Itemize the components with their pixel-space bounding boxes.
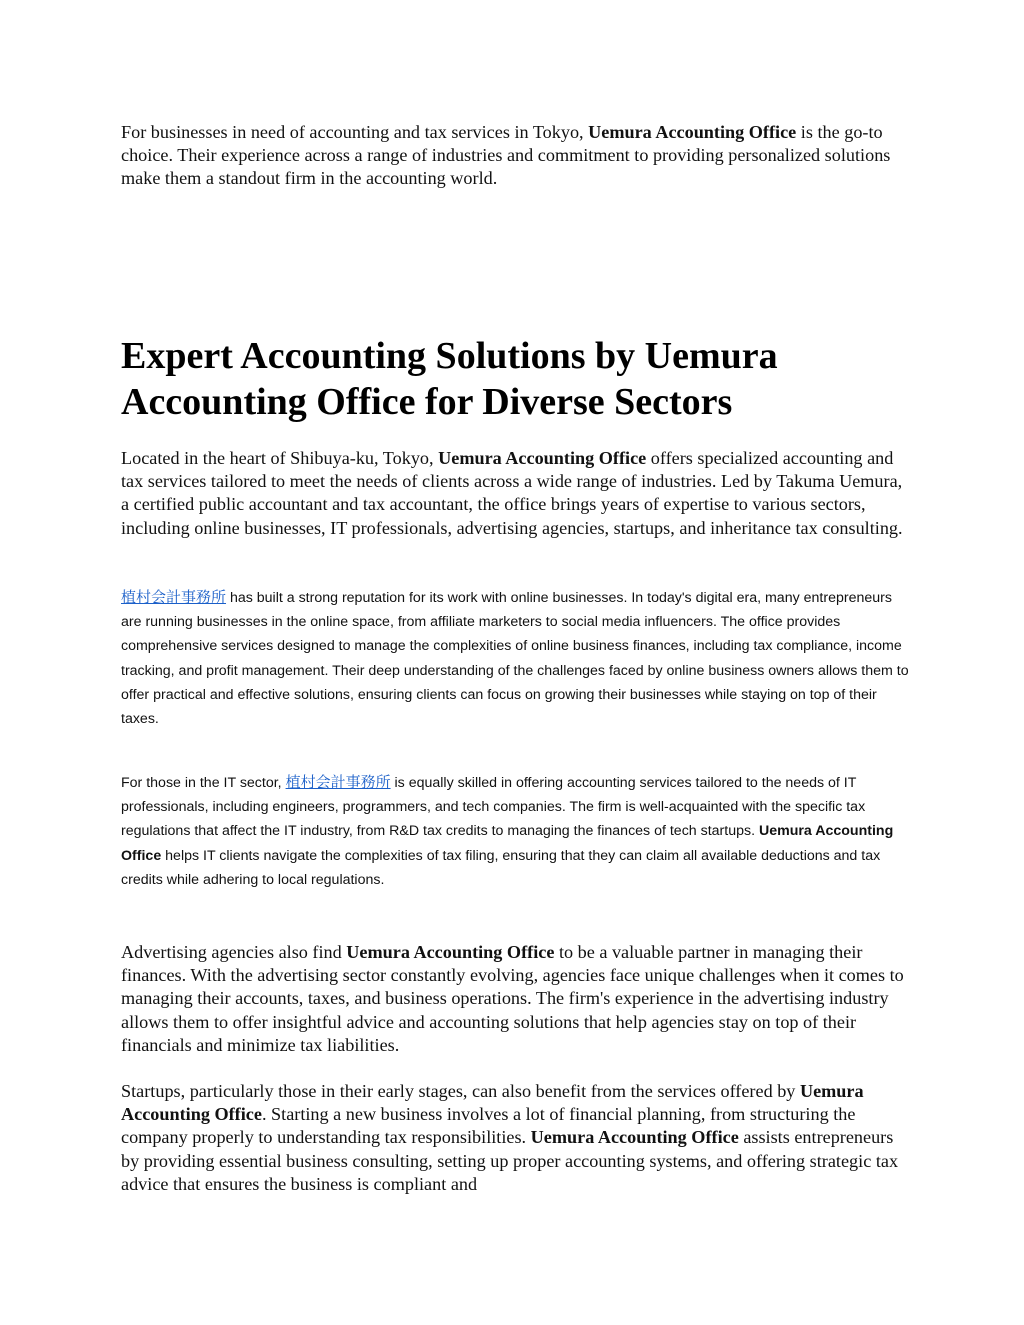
- location-text-2: offers specialized accounting and tax services tailored to meet the needs of clients across a wide range of industries. Led by Takuma Uemura, a certified public accountant and tax accountant, the office brings years of expertise to various sectors, including online businesses, IT professionals, advertising agencies, startups, and inheritance tax consulting.: [121, 448, 903, 538]
- firm-name-bold: Uemura Accounting Office: [530, 1127, 739, 1148]
- it-text-3: helps IT clients navigate the complexities of tax filing, ensuring that they can claim all available deductions and tax credits while adhering to local regulations.: [121, 847, 881, 888]
- online-business-paragraph: [121, 585, 911, 731]
- startups-text-3: assists entrepreneurs by providing essential business consulting, setting up proper accounting systems, and offering strategic tax advice that ensures the business is compliant and: [121, 1127, 899, 1194]
- firm-japanese-link[interactable]: 植村会計事務所: [121, 588, 227, 606]
- intro-paragraph: [121, 121, 911, 191]
- startups-text-2: . Starting a new business involves a lot of financial planning, from structuring the company properly to understanding tax responsibilities.: [121, 1104, 856, 1148]
- advertising-paragraph: [121, 941, 911, 1057]
- it-text-2: is equally skilled in offering accounting services tailored to the needs of IT professionals, including engineers, programmers, and tech companies. The firm is well-acquainted with the specific tax regulations that affect the IT industry, from R&D tax credits to managing the finances of tech startups.: [121, 775, 866, 840]
- firm-name-bold: Uemura Accounting Office: [346, 942, 555, 962]
- firm-name-bold: Uemura Accounting Office: [121, 823, 894, 864]
- advertising-text-1: Advertising agencies also find: [121, 942, 347, 962]
- location-paragraph: [121, 447, 911, 540]
- location-text-1: Located in the heart of Shibuya-ku, Tokyo,: [121, 448, 439, 468]
- startups-text-1: Startups, particularly those in their early stages, can also benefit from the services offered by: [121, 1081, 800, 1101]
- it-text-1: For those in the IT sector,: [121, 775, 286, 791]
- startups-paragraph: [121, 1080, 911, 1196]
- intro-text-1: For businesses in need of accounting and tax services in Tokyo,: [121, 122, 589, 142]
- page-heading: Expert Accounting Solutions by Uemura Accounting Office for Diverse Sectors: [121, 335, 778, 423]
- advertising-text-2: to be a valuable partner in managing their finances. With the advertising sector constantly evolving, agencies face unique challenges when it comes to managing their accounts, taxes, and business operations. The firm's experience in the advertising industry allows them to offer insightful advice and accounting solutions that help agencies stay on top of their financials and minimize tax liabilities.: [121, 942, 904, 1055]
- it-sector-paragraph: [121, 770, 911, 892]
- firm-name-bold: Uemura Accounting Office: [588, 122, 797, 142]
- firm-japanese-link[interactable]: 植村会計事務所: [285, 773, 391, 791]
- firm-name-bold: Uemura Accounting Office: [438, 448, 647, 468]
- intro-text-2: is the go-to choice. Their experience across a range of industries and commitment to providing personalized solutions make them a standout firm in the accounting world.: [121, 122, 891, 189]
- firm-name-bold: Uemura Accounting Office: [121, 1081, 864, 1125]
- online-text-1: has built a strong reputation for its work with online businesses. In today's digital era, many entrepreneurs are running businesses in the online space, from affiliate marketers to social media influencers. The office provides comprehensive services designed to manage the complexities of online business finances, including tax compliance, income tracking, and profit management. Their deep understanding of the challenges faced by online business owners allows them to offer practical and effective solutions, ensuring clients can focus on growing their businesses while staying on top of their taxes.: [121, 590, 909, 728]
